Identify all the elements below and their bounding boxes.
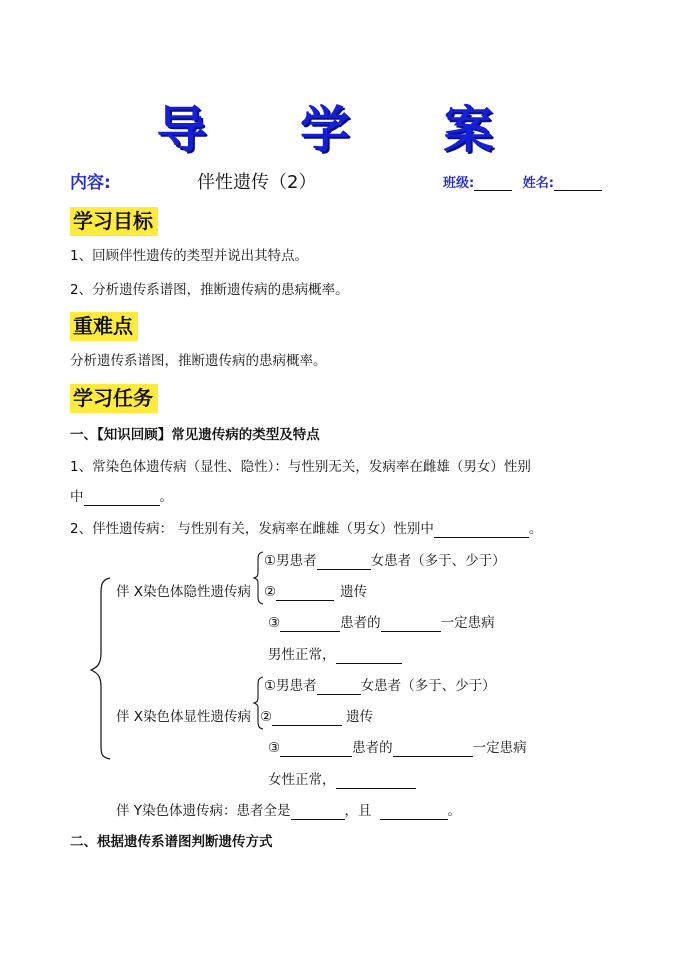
dominant-blank-5[interactable] [336, 774, 416, 789]
y-linked-a: 伴 Y染色体遗传病：患者全是 [116, 803, 291, 819]
y-linked-blank-1[interactable] [291, 805, 345, 820]
name-blank[interactable] [554, 178, 602, 191]
y-linked-line [116, 802, 461, 820]
item1-line1: 1、常染色体遗传病（显性、隐性）：与性别无关，发病率在雌雄（男女）性别 [70, 459, 531, 475]
recessive-line2 [264, 583, 367, 601]
class-blank[interactable] [474, 178, 512, 191]
key-points-heading: 重难点 [70, 312, 138, 341]
recessive-line4 [268, 646, 402, 664]
dominant-blank-3[interactable] [280, 742, 352, 757]
dominant-l2-a: ② [260, 709, 273, 725]
recessive-blank-2[interactable] [276, 586, 334, 601]
objective-item-2: 2、分析遗传系谱图，推断遗传病的患病概率。 [70, 282, 349, 298]
recessive-label: 伴 X染色体隐性遗传病 [116, 584, 252, 600]
recessive-l2-b: 遗传 [340, 584, 368, 600]
part2-title: 二、根据遗传系谱图判断遗传方式 [70, 834, 273, 850]
key-points-text: 分析遗传系谱图，推断遗传病的患病概率。 [70, 353, 327, 369]
objectives-heading: 学习目标 [70, 207, 158, 236]
dominant-line2 [260, 708, 373, 726]
recessive-blank-1[interactable] [317, 555, 371, 570]
recessive-l2-a: ② [264, 584, 277, 600]
dominant-line1 [264, 677, 496, 695]
dominant-blank-4[interactable] [393, 742, 473, 757]
recessive-l3-b: 患者的 [340, 615, 381, 631]
dominant-label: 伴 X染色体显性遗传病 [116, 709, 252, 725]
class-label: 班级: [443, 176, 475, 191]
item2-line [70, 520, 542, 538]
recessive-blank-3[interactable] [280, 617, 340, 632]
dominant-line4 [268, 771, 416, 789]
recessive-blank-4[interactable] [381, 617, 441, 632]
item1-blank[interactable] [84, 491, 160, 506]
item1-line2 [70, 488, 173, 506]
outer-brace [88, 575, 118, 760]
dominant-l2-b: 遗传 [346, 709, 374, 725]
item2-suffix: 。 [528, 521, 543, 537]
recessive-l3-a: ③ [268, 615, 281, 631]
y-linked-c: 。 [447, 803, 462, 819]
y-linked-blank-2[interactable] [380, 805, 448, 820]
recessive-line3 [268, 614, 495, 632]
recessive-l4: 男性正常， [268, 647, 336, 663]
recessive-l1-b: 女患者（多于、少于） [370, 553, 506, 569]
recessive-blank-5[interactable] [336, 649, 402, 664]
recessive-line1 [264, 552, 506, 570]
dominant-line3 [268, 739, 527, 757]
dominant-l3-c: 一定患病 [472, 740, 527, 756]
part1-title: 一、【知识回顾】常见遗传病的类型及特点 [70, 427, 320, 443]
item1-prefix: 中 [70, 489, 84, 505]
recessive-l1-a: ①男患者 [264, 553, 317, 569]
item2-blank[interactable] [434, 523, 529, 538]
recessive-l3-c: 一定患病 [440, 615, 495, 631]
dominant-l1-a: ①男患者 [264, 678, 317, 694]
item1-suffix: 。 [159, 489, 173, 505]
dominant-l4: 女性正常， [268, 772, 336, 788]
page-title: 导 学 案 [156, 101, 532, 159]
dominant-blank-2[interactable] [272, 711, 342, 726]
lesson-topic: 伴性遗传（2） [197, 172, 317, 193]
tasks-heading: 学习任务 [70, 384, 158, 413]
name-label: 姓名: [522, 176, 554, 191]
objective-item-1: 1、回顾伴性遗传的类型并说出其特点。 [70, 248, 309, 264]
dominant-blank-1[interactable] [317, 680, 361, 695]
content-label: 内容: [70, 173, 111, 193]
dominant-l1-b: 女患者（多于、少于） [360, 678, 496, 694]
dominant-l3-b: 患者的 [352, 740, 393, 756]
y-linked-b: ，且 [344, 803, 372, 819]
item2-prefix: 2、伴性遗传病： 与性别有关，发病率在雌雄（男女）性别中 [70, 521, 434, 537]
dominant-l3-a: ③ [268, 740, 281, 756]
class-name-fields [443, 172, 602, 191]
